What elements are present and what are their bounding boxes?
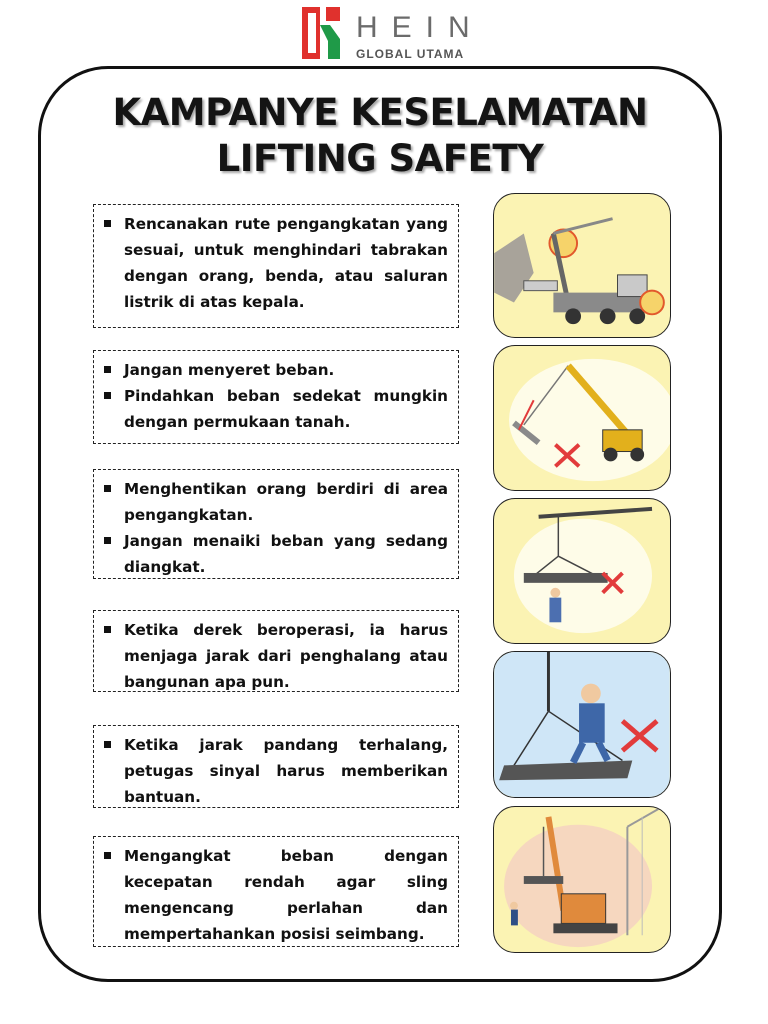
rule-item: Ketika jarak pandang terhalang, petugas sinyal harus memberikan bantuan.	[124, 732, 448, 810]
person-riding-load-icon	[494, 652, 670, 797]
title-line-2: LIFTING SAFETY	[216, 137, 544, 180]
hein-logo-mark-icon	[298, 5, 344, 61]
rule-box-5	[93, 725, 459, 808]
rule-item: Jangan menaiki beban yang sedang diangkat.	[124, 528, 448, 580]
logo-subtitle: GLOBAL UTAMA	[356, 47, 465, 61]
illustration-1	[493, 193, 671, 338]
rule-box-4	[93, 610, 459, 692]
illustration-4	[493, 651, 671, 798]
logo-name: HEIN	[356, 11, 484, 44]
rule-item: Jangan menyeret beban.	[124, 357, 448, 383]
crane-collision-icon	[494, 194, 670, 337]
page-title	[38, 90, 722, 182]
illustration-2	[493, 345, 671, 491]
rule-box-3	[93, 469, 459, 579]
rule-item: Mengangkat beban dengan kecepatan rendah agar sling mengencang perlahan dan mempertahankan posisi seimbang.	[124, 843, 448, 947]
rule-item: Menghentikan orang berdiri di area pengangkatan.	[124, 476, 448, 528]
company-logo	[298, 5, 484, 63]
illustration-3	[493, 498, 671, 644]
rule-item: Ketika derek beroperasi, ia harus menjaga jarak dari penghalang atau bangunan apa pun.	[124, 617, 448, 695]
illustration-5	[493, 806, 671, 953]
dragging-load-icon	[494, 346, 670, 490]
title-line-1: KAMPANYE KESELAMATAN	[112, 91, 648, 134]
rule-box-1	[93, 204, 459, 328]
rule-item: Pindahkan beban sedekat mungkin dengan permukaan tanah.	[124, 383, 448, 435]
crane-signal-person-icon	[494, 807, 670, 952]
person-under-load-icon	[494, 499, 670, 643]
rule-item: Rencanakan rute pengangkatan yang sesuai, untuk menghindari tabrakan dengan orang, benda, atau saluran listrik di atas kepala.	[124, 211, 448, 315]
rule-box-6	[93, 836, 459, 947]
rule-box-2	[93, 350, 459, 444]
